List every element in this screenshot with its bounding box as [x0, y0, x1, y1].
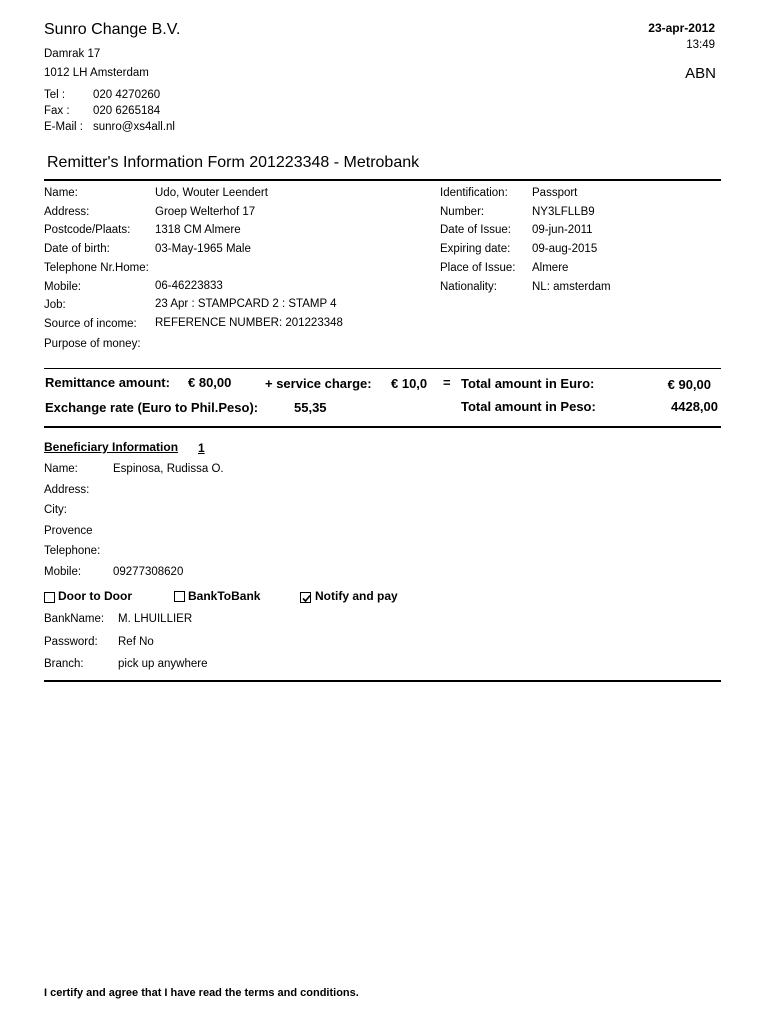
remitter-address: Groep Welterhof 17 [155, 206, 256, 218]
id-place: Almere [532, 262, 569, 274]
amounts-top-divider [44, 368, 721, 369]
beneficiary-mobile: 09277308620 [113, 566, 184, 578]
equals-sign: = [443, 375, 451, 390]
branch-label: Branch: [44, 658, 84, 670]
checkmark-icon [301, 593, 312, 604]
remitter-income: REFERENCE NUMBER: 201223348 [155, 317, 343, 329]
beneficiary-name: Espinosa, Rudissa O. [113, 463, 224, 475]
remittance-amount: € 80,00 [188, 375, 232, 390]
id-nationality: NL: amsterdam [532, 281, 611, 293]
form-title: Remitter's Information Form 201223348 - Metrobank [47, 154, 420, 171]
beneficiary-name-label: Name: [44, 463, 78, 475]
beneficiary-bottom-divider [44, 680, 721, 682]
bank-to-bank-checkbox[interactable] [174, 591, 185, 602]
tel-value: 020 4270260 [93, 89, 161, 101]
fax-label: Fax : [44, 105, 70, 117]
form-time: 13:49 [686, 39, 715, 51]
id-expiry: 09-aug-2015 [532, 243, 598, 255]
bankname: M. LHUILLIER [118, 613, 193, 625]
exchange-rate-label: Exchange rate (Euro to Phil.Peso): [45, 400, 259, 415]
beneficiary-heading: Beneficiary Information [44, 440, 179, 454]
title-divider [44, 179, 721, 181]
remitter-postcode-label: Postcode/Plaats: [44, 224, 131, 236]
notify-and-pay-checkbox[interactable] [300, 592, 311, 603]
id-place-label: Place of Issue: [440, 262, 516, 274]
remitter-job: 23 Apr : STAMPCARD 2 : STAMP 4 [155, 298, 337, 310]
certify-statement: I certify and agree that I have read the terms and conditions. [44, 987, 359, 999]
total-euro-amount: € 90,00 [667, 377, 711, 392]
remitter-name: Udo, Wouter Leendert [155, 187, 268, 199]
id-nationality-label: Nationality: [440, 281, 497, 293]
id-issue-date-label: Date of Issue: [440, 224, 511, 236]
remitter-mobile: 06-46223833 [155, 280, 223, 292]
remitter-job-label: Job: [44, 299, 66, 311]
company-city: 1012 LH Amsterdam [44, 67, 149, 79]
form-date: 23-apr-2012 [648, 21, 715, 35]
company-street: Damrak 17 [44, 48, 101, 60]
beneficiary-telephone-label: Telephone: [44, 545, 101, 557]
beneficiary-city-label: City: [44, 504, 67, 516]
tel-label: Tel : [44, 89, 66, 101]
remitter-income-label: Source of income: [44, 318, 137, 330]
exchange-rate: 55,35 [294, 400, 327, 415]
service-charge-label: + service charge: [265, 376, 372, 391]
service-charge-amount: € 10,0 [391, 376, 428, 391]
branch: pick up anywhere [118, 658, 208, 670]
bank-code: ABN [685, 65, 716, 82]
total-euro-label: Total amount in Euro: [461, 376, 595, 391]
remitter-name-label: Name: [44, 187, 78, 199]
id-number: NY3LFLLB9 [532, 206, 595, 218]
password-label: Password: [44, 636, 98, 648]
id-type: Passport [532, 187, 578, 199]
total-peso-label: Total amount in Peso: [461, 399, 596, 414]
bank-to-bank-label: BankToBank [188, 589, 261, 603]
remitter-dob: 03-May-1965 Male [155, 243, 251, 255]
beneficiary-index: 1 [198, 441, 205, 455]
email-label: E-Mail : [44, 121, 83, 133]
company-name: Sunro Change B.V. [44, 21, 181, 38]
remitter-address-label: Address: [44, 206, 90, 218]
id-issue-date: 09-jun-2011 [532, 224, 593, 236]
notify-and-pay-label: Notify and pay [315, 589, 398, 603]
beneficiary-address-label: Address: [44, 484, 90, 496]
id-expiry-label: Expiring date: [440, 243, 511, 255]
remitter-dob-label: Date of birth: [44, 243, 110, 255]
remitter-postcode: 1318 CM Almere [155, 224, 241, 236]
total-peso-amount: 4428,00 [671, 399, 718, 414]
fax-value: 020 6265184 [93, 105, 161, 117]
door-to-door-checkbox[interactable] [44, 592, 55, 603]
bankname-label: BankName: [44, 613, 105, 625]
beneficiary-mobile-label: Mobile: [44, 566, 82, 578]
door-to-door-label: Door to Door [58, 589, 132, 603]
remittance-label: Remittance amount: [45, 375, 170, 390]
amounts-bottom-divider [44, 426, 721, 428]
password: Ref No [118, 636, 154, 648]
email-value: sunro@xs4all.nl [93, 121, 175, 133]
remitter-mobile-label: Mobile: [44, 281, 82, 293]
remitter-telhome-label: Telephone Nr.Home: [44, 262, 149, 274]
beneficiary-province-label: Provence [44, 525, 93, 537]
remitter-purpose-label: Purpose of money: [44, 338, 141, 350]
id-type-label: Identification: [440, 187, 508, 199]
id-number-label: Number: [440, 206, 485, 218]
